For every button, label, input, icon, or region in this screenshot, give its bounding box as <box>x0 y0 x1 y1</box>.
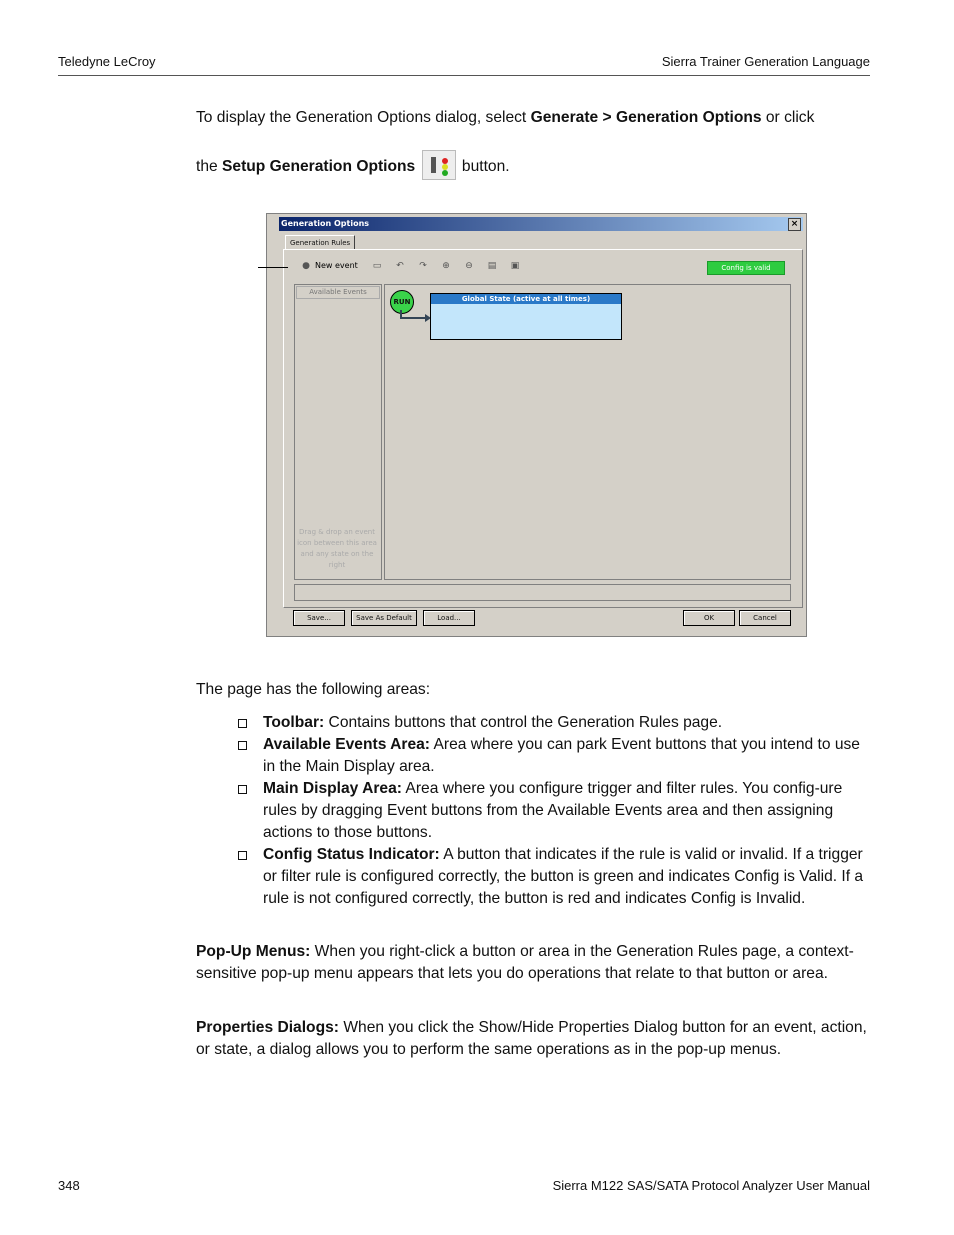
list-item: Main Display Area: Area where you configure trigger and filter rules. You config-ure rules by dragging Event buttons from the Available Events area and then assigning actions to those buttons. <box>236 778 876 844</box>
cancel-button[interactable]: Cancel <box>739 610 791 626</box>
intro-line-2: the Setup Generation Options button. <box>196 150 872 180</box>
setup-generation-options-icon <box>422 150 456 180</box>
intro-line-1: To display the Generation Options dialog, select Generate > Generation Options or click <box>196 109 815 126</box>
page-number: 348 <box>58 1178 80 1193</box>
list-item: Config Status Indicator: A button that indicates if the rule is valid or invalid. If a trigger or filter rule is configured correctly, the button is green and indicates Config is Valid. If a rule is not configured correctly, the button is red and indicates Config is Invalid. <box>236 844 876 910</box>
tab-generation-rules[interactable]: Generation Rules <box>285 235 355 250</box>
header-divider <box>58 75 870 76</box>
load-button[interactable]: Load... <box>423 610 475 626</box>
run-arrow-icon <box>397 310 433 324</box>
save-as-default-button[interactable]: Save As Default <box>351 610 417 626</box>
properties-dialogs-paragraph: Properties Dialogs: When you click the Show/Hide Properties Dialog button for an event, action, or state, a dialog allows you to perform the same operations as in the pop-up menus. <box>196 1019 867 1058</box>
header-left: Teledyne LeCroy <box>58 54 156 69</box>
redo-icon[interactable]: ↷ <box>419 261 427 271</box>
horizontal-scrollbar[interactable] <box>294 584 791 601</box>
available-events-header: Available Events <box>296 286 380 299</box>
callout-line <box>258 267 288 268</box>
undo-icon[interactable]: ↶ <box>396 261 404 271</box>
available-events-hint: Drag & drop an event icon between this area and any state on the right <box>297 528 377 569</box>
areas-intro: The page has the following areas: <box>196 681 431 698</box>
list-item: Toolbar: Contains buttons that control the Generation Rules page. <box>236 712 876 734</box>
config-status-indicator[interactable]: Config is valid <box>707 261 785 275</box>
properties-icon[interactable]: ▣ <box>510 261 520 271</box>
bullet-box-icon <box>238 741 247 750</box>
keyboard-icon[interactable]: ▤ <box>487 261 497 271</box>
bullet-box-icon <box>238 785 247 794</box>
zoom-in-icon[interactable]: ⊕ <box>442 261 450 271</box>
close-icon[interactable]: × <box>788 218 801 231</box>
run-state-icon[interactable]: RUN <box>390 290 414 314</box>
popup-menus-paragraph: Pop-Up Menus: When you right-click a button or area in the Generation Rules page, a context-sensitive pop-up menu appears that lets you do operations that relate to that button or area. <box>196 943 854 982</box>
save-button[interactable]: Save... <box>293 610 345 626</box>
global-state-title: Global State (active at all times) <box>431 294 621 304</box>
generation-options-screenshot <box>266 213 807 637</box>
footer-title: Sierra M122 SAS/SATA Protocol Analyzer User Manual <box>552 1178 870 1193</box>
areas-list <box>236 712 876 910</box>
bullet-box-icon <box>238 851 247 860</box>
zoom-out-icon[interactable]: ⊖ <box>465 261 473 271</box>
global-state-box[interactable] <box>430 293 622 340</box>
new-event-button[interactable]: New event <box>315 261 358 270</box>
bullet-box-icon <box>238 719 247 728</box>
header-right: Sierra Trainer Generation Language <box>661 54 870 69</box>
list-item: Available Events Area: Area where you can park Event buttons that you intend to use in the Main Display area. <box>236 734 876 778</box>
new-event-icon: ● <box>302 261 310 271</box>
ok-button[interactable]: OK <box>683 610 735 626</box>
dialog-titlebar: Generation Options × <box>279 217 803 231</box>
print-icon[interactable]: ▭ <box>372 261 382 271</box>
